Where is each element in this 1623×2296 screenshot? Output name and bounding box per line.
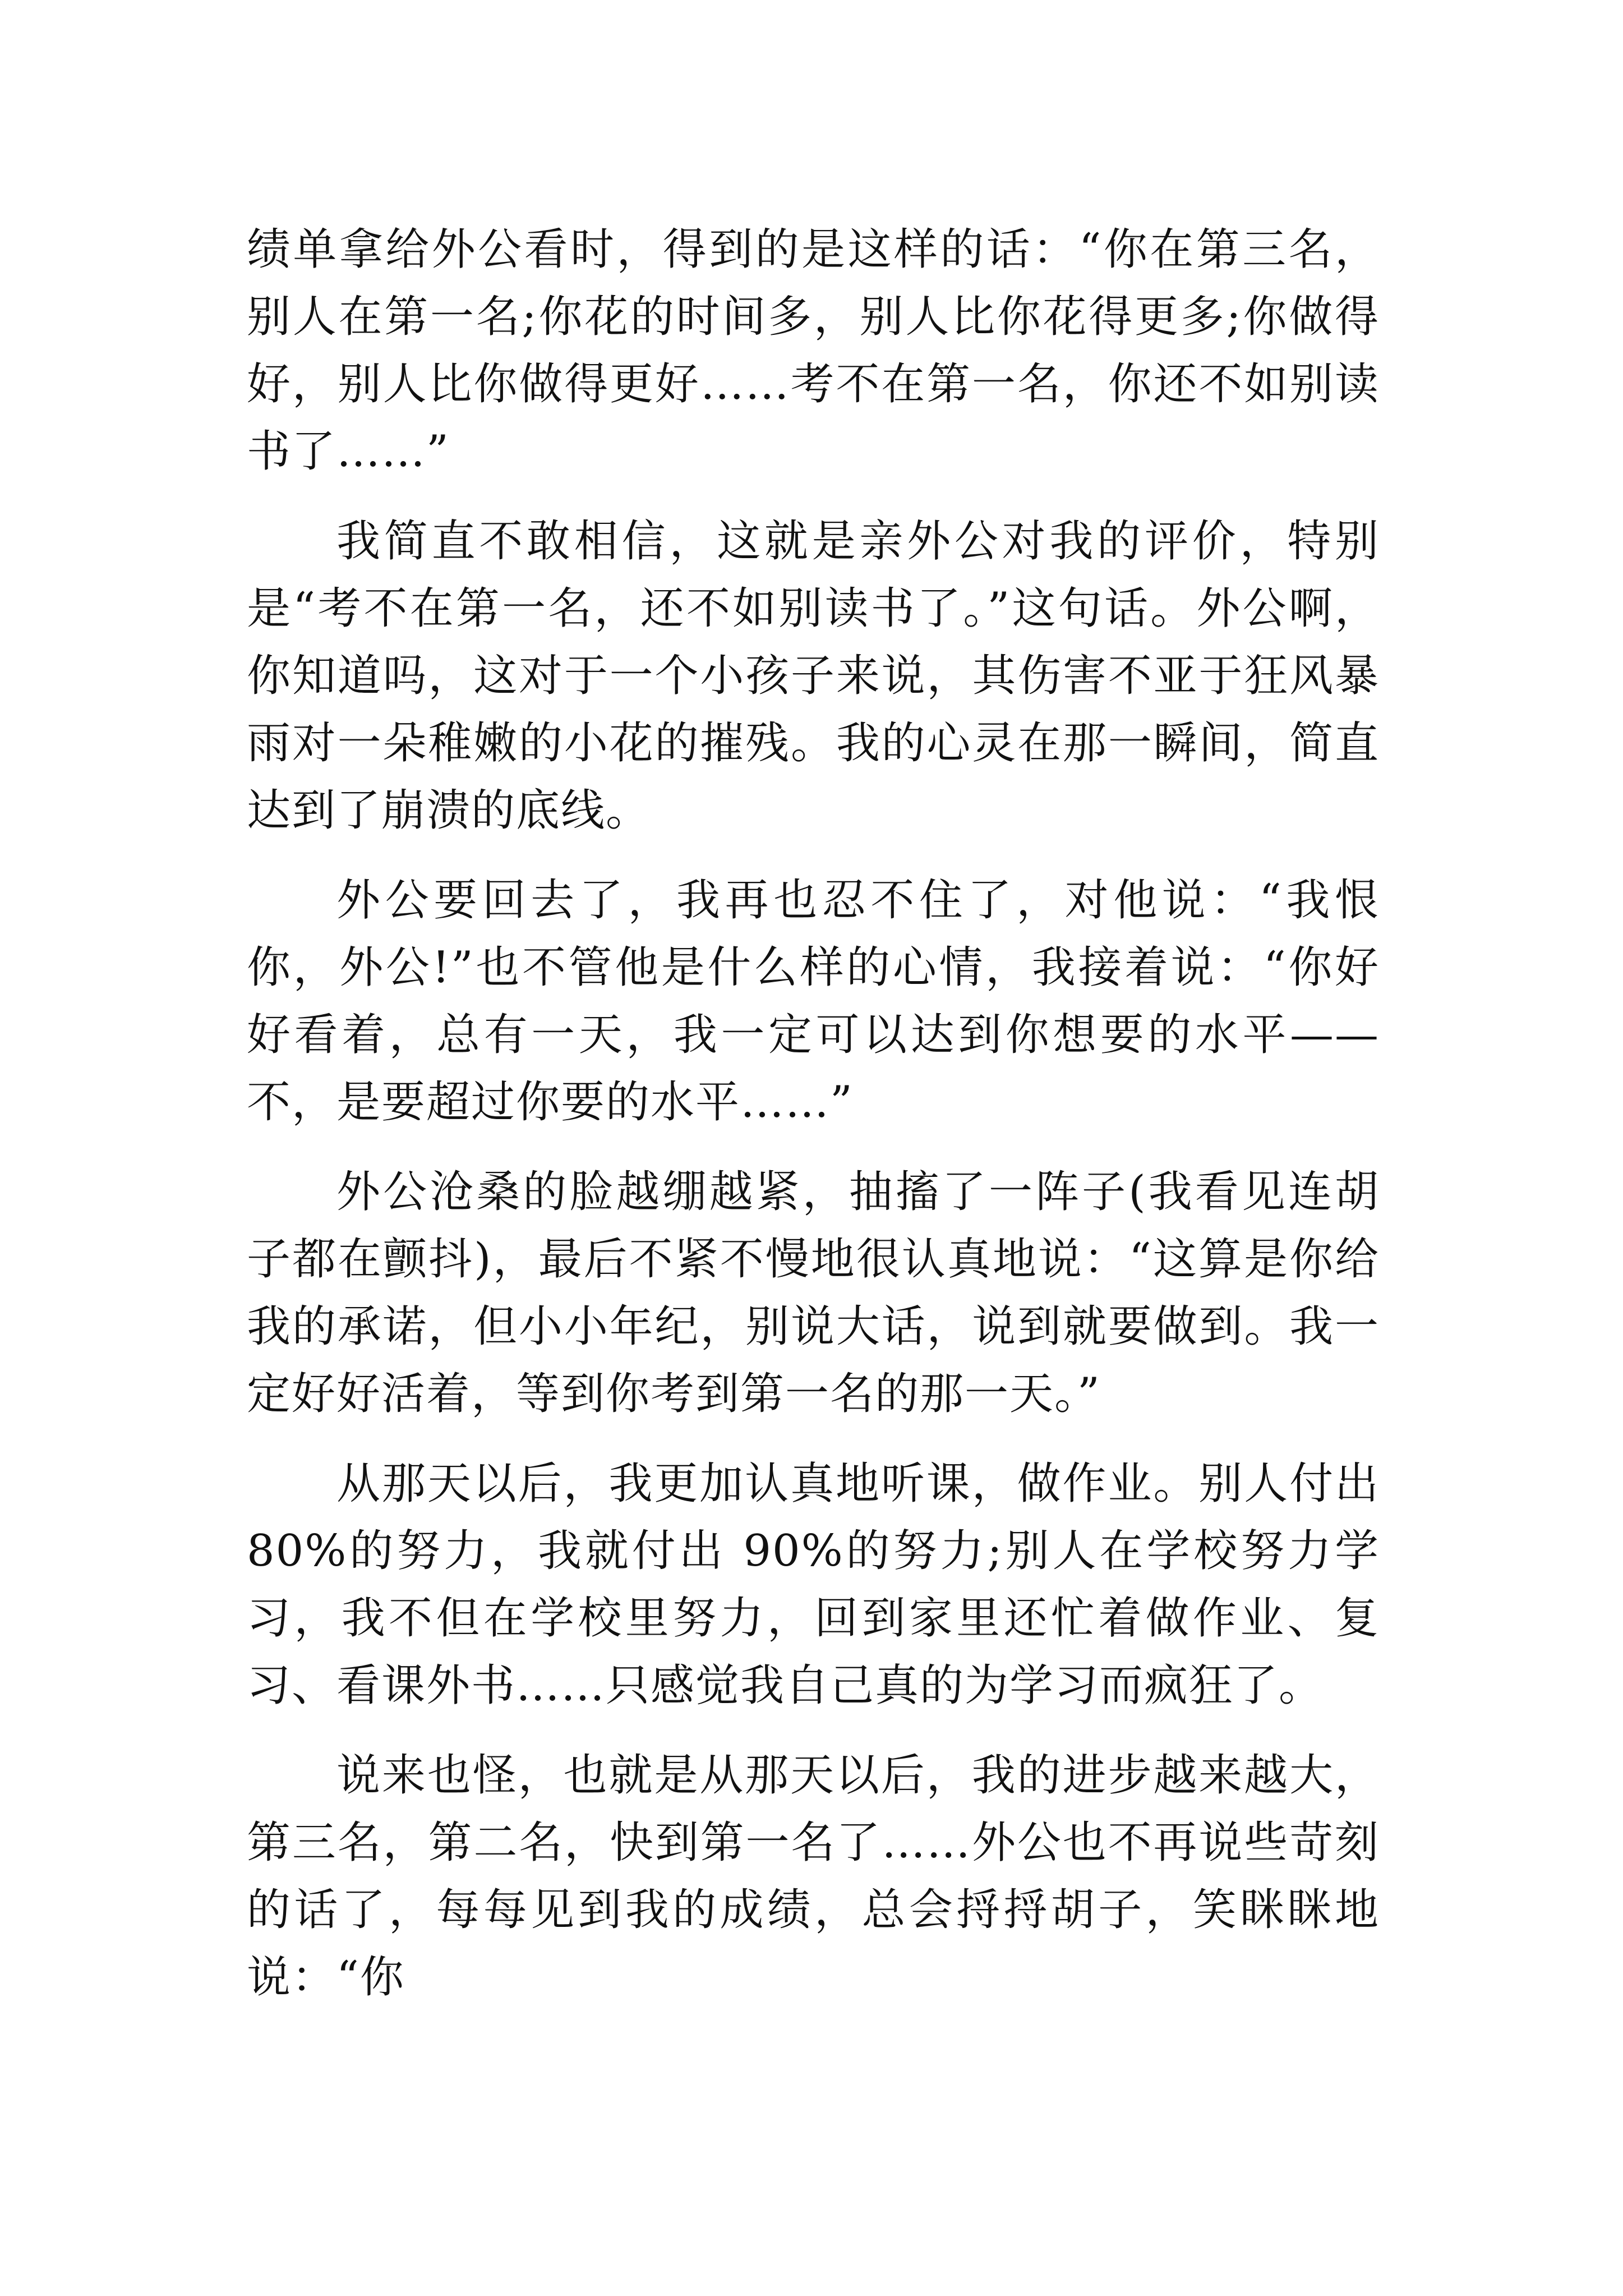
body-text [247, 216, 1380, 2033]
paragraph-6: 说来也怪，也就是从那天以后，我的进步越来越大，第三名，第二名，快到第一名了……外公也不再说些苛刻的话了，每每见到我的成绩，总会捋捋胡子，笑眯眯地说：“你 [247, 1750, 1380, 2003]
paragraph-3: 外公要回去了，我再也忍不住了，对他说：“我恨你，外公!”也不管他是什么样的心情，我接着说：“你好好看着，总有一天，我一定可以达到你想要的水平——不，是要超过你要的水平……” [247, 875, 1380, 1128]
paragraph-5: 从那天以后，我更加认真地听课，做作业。别人付出 80%的努力，我就付出 90%的努力;别人在学校努力学习，我不但在学校里努力，回到家里还忙着做作业、复习、看课外书……只感觉我自己真的为学习而疯狂了。 [247, 1458, 1380, 1711]
paragraph-1: 绩单拿给外公看时，得到的是这样的话：“你在第三名，别人在第一名;你花的时间多，别人比你花得更多;你做得好，别人比你做得更好……考不在第一名，你还不如别读书了……” [247, 224, 1380, 477]
paragraph-4: 外公沧桑的脸越绷越紧，抽搐了一阵子(我看见连胡子都在颤抖)，最后不紧不慢地很认真地说：“这算是你给我的承诺，但小小年纪，别说大话，说到就要做到。我一定好好活着，等到你考到第一名的那一天。” [247, 1167, 1380, 1419]
paragraph-2: 我简直不敢相信，这就是亲外公对我的评价，特别是“考不在第一名，还不如别读书了。”这句话。外公啊，你知道吗，这对于一个小孩子来说，其伤害不亚于狂风暴雨对一朵稚嫩的小花的摧残。我的心灵在那一瞬间，简直达到了崩溃的底线。 [247, 516, 1380, 836]
